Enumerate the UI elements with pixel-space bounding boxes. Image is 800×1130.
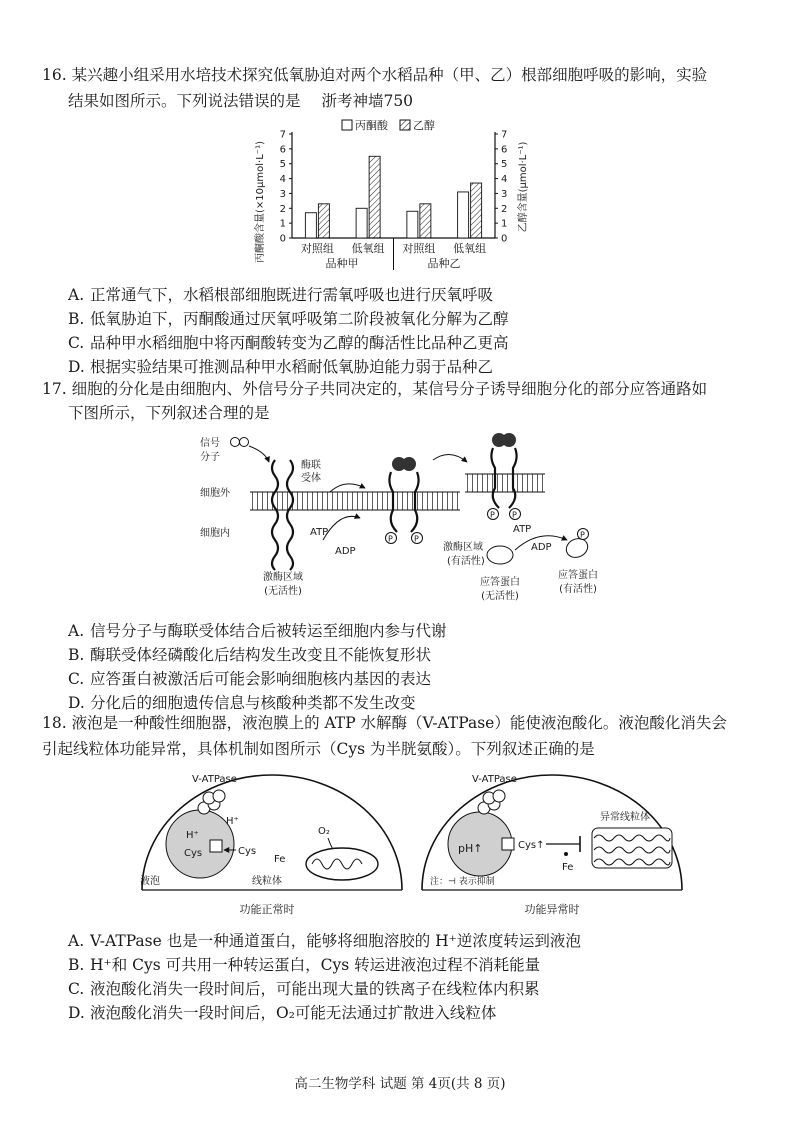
transporter-left xyxy=(210,840,222,852)
x-tick-label: 低氧组 xyxy=(453,242,487,255)
option-label: B. xyxy=(68,646,85,664)
option-label: A. xyxy=(68,932,85,950)
y-axis-label-left: 丙酮酸含量(×10μmol·L⁻¹) xyxy=(255,141,266,263)
option-label: C. xyxy=(68,980,85,998)
option-label: D. xyxy=(68,1004,85,1022)
mitochondria-abnormal xyxy=(592,828,672,868)
y-tick-label-right: 4 xyxy=(501,174,508,186)
legend-swatch-ethanol xyxy=(400,120,410,130)
step-arrow-1 xyxy=(330,484,365,492)
vacuole-left xyxy=(166,810,234,878)
x-tick-label: 对照组 xyxy=(300,242,334,255)
label-adp-2: ADP xyxy=(531,542,552,553)
option-text: H⁺和 Cys 可共用一种转运蛋白，Cys 转运进液泡过程不消耗能量 xyxy=(90,956,541,974)
q18-mechanism-diagram xyxy=(132,770,692,920)
caption-abnormal: 功能异常时 xyxy=(524,903,580,916)
bar-pyruvate-0 xyxy=(305,213,316,238)
option-label: C. xyxy=(68,670,85,688)
q18-stem-line1: 18. 液泡是一种酸性细胞器，液泡膜上的 ATP 水解酶（V-ATPase）能使液泡酸化。液泡酸化消失会 xyxy=(42,714,727,732)
response-protein-active xyxy=(563,535,591,561)
phosphate-label-4: P xyxy=(512,510,517,520)
step-arrow-2 xyxy=(433,454,467,462)
label-signal-2: 分子 xyxy=(200,452,220,463)
option-text: 液泡酸化消失一段时间后，可能出现大量的铁离子在线粒体内积累 xyxy=(90,980,540,998)
watermark-text: 浙考神墙750 xyxy=(321,92,414,110)
option-label: A. xyxy=(68,622,85,640)
label-receptor-1: 酶联 xyxy=(301,460,321,471)
label-kinase-inactive-1: 激酶区域 xyxy=(263,572,303,583)
q16-bar-chart xyxy=(250,112,540,280)
y-tick-label-left: 1 xyxy=(279,218,286,230)
y-tick-label-left: 6 xyxy=(279,144,286,156)
label-outside: 细胞外 xyxy=(200,488,230,499)
q17-stem-line1: 17. 细胞的分化是由细胞内、外信号分子共同决定的，某信号分子诱导细胞分化的部分应答通路如 xyxy=(42,380,708,398)
label-cys-up: Cys↑ xyxy=(518,840,545,851)
label-vatpase-right: V-ATPase xyxy=(472,774,517,785)
y-tick-label-right: 0 xyxy=(501,233,508,245)
label-kinase-active-1: 激酶区域 xyxy=(443,542,483,553)
label-adp-1: ADP xyxy=(335,546,356,557)
label-vatpase-left: V-ATPase xyxy=(192,774,237,785)
label-cys-in: Cys xyxy=(184,848,203,859)
cell-membrane-2 xyxy=(360,492,460,510)
bar-ethanol-0 xyxy=(318,204,329,238)
bar-ethanol-2 xyxy=(420,204,431,238)
y-ticks-right xyxy=(495,130,507,245)
q17-option-d xyxy=(68,692,416,714)
option-text: 应答蛋白被激活后可能会影响细胞核内基因的表达 xyxy=(90,670,432,688)
label-resp-inactive-2: (无活性) xyxy=(481,591,519,602)
signal-molecule xyxy=(231,438,249,447)
y-tick-label-right: 1 xyxy=(501,218,508,230)
q16-option-a xyxy=(68,284,493,306)
label-vacuole: 液泡 xyxy=(140,876,160,887)
label-atp-1: ATP xyxy=(310,527,329,538)
option-label: B. xyxy=(68,310,85,328)
legend-label-ethanol: 乙醇 xyxy=(413,119,435,132)
phosphate-label-3: P xyxy=(490,510,495,520)
group-label-jia: 品种甲 xyxy=(325,257,359,270)
q18-option-d xyxy=(68,1002,496,1024)
q16-option-b xyxy=(68,308,509,330)
caption-normal: 功能正常时 xyxy=(239,903,295,916)
phosphate-label-2: P xyxy=(414,534,419,544)
y-tick-label-left: 7 xyxy=(279,129,286,141)
option-label: B. xyxy=(68,956,85,974)
label-cys-out: Cys xyxy=(238,846,257,857)
q16-option-d xyxy=(68,356,493,378)
fe-dot xyxy=(564,852,568,856)
bar-ethanol-3 xyxy=(471,183,482,238)
option-text: 品种甲水稻细胞中将丙酮酸转变为乙醇的酶活性比品种乙更高 xyxy=(90,334,509,352)
receptor-inactive xyxy=(272,460,293,570)
y-tick-label-left: 2 xyxy=(279,203,286,215)
phosphate-label-5: P xyxy=(580,530,585,540)
legend-swatch-pyruvate xyxy=(342,120,352,130)
y-ticks-left xyxy=(280,130,292,245)
q17-option-a xyxy=(68,620,447,642)
label-inside: 细胞内 xyxy=(200,528,230,539)
y-tick-label-left: 4 xyxy=(279,174,286,186)
y-tick-label-right: 7 xyxy=(501,129,508,141)
q18-option-b xyxy=(68,954,540,976)
y-axis-label-right: 乙醇含量(μmol·L⁻¹) xyxy=(518,141,529,233)
label-fe-left: Fe xyxy=(274,854,286,865)
label-o2: O₂ xyxy=(318,826,330,837)
option-label: D. xyxy=(68,694,85,712)
cell-membrane-3 xyxy=(465,474,545,492)
bar-pyruvate-3 xyxy=(458,192,469,238)
q17-stem-line2: 下图所示，下列叙述合理的是 xyxy=(68,404,270,422)
label-abnormal-mito: 异常线粒体 xyxy=(600,812,650,823)
option-text: 正常通气下，水稻根部细胞既进行需氧呼吸也进行厌氧呼吸 xyxy=(90,286,494,304)
q18-stem-line2: 引起线粒体功能异常，具体机制如图所示（Cys 为半胱氨酸）。下列叙述正确的是 xyxy=(42,740,595,758)
x-tick-label: 对照组 xyxy=(402,242,436,255)
y-tick-label-right: 5 xyxy=(501,159,508,171)
label-kinase-inactive-2: (无活性) xyxy=(264,586,302,597)
label-atp-2: ATP xyxy=(513,524,532,535)
note-inhibition: 注：⊣ 表示抑制 xyxy=(430,877,495,887)
y-tick-label-right: 3 xyxy=(501,188,508,200)
q17-option-b xyxy=(68,644,431,666)
option-text: 液泡酸化消失一段时间后，O₂可能无法通过扩散进入线粒体 xyxy=(90,1004,497,1022)
option-label: A. xyxy=(68,286,85,304)
bar-pyruvate-2 xyxy=(407,211,418,238)
phosphate-label-1: P xyxy=(388,534,393,544)
label-resp-inactive-1: 应答蛋白 xyxy=(480,577,520,588)
option-text: 根据实验结果可推测品种甲水稻耐低氧胁迫能力弱于品种乙 xyxy=(90,358,494,376)
q18-option-c xyxy=(68,978,540,1000)
label-receptor-2: 受体 xyxy=(301,473,321,484)
label-resp-active-2: (有活性) xyxy=(559,584,597,595)
cell-membrane-1 xyxy=(250,492,360,510)
x-tick-label: 低氧组 xyxy=(351,242,385,255)
y-tick-label-left: 5 xyxy=(279,159,286,171)
label-signal-1: 信号 xyxy=(200,438,220,449)
option-text: 低氧胁迫下，丙酮酸通过厌氧呼吸第二阶段被氧化分解为乙醇 xyxy=(90,310,509,328)
y-tick-label-right: 2 xyxy=(501,203,508,215)
q18-option-a xyxy=(68,930,581,952)
label-fe-right: Fe xyxy=(562,862,574,873)
label-hplus-in: H⁺ xyxy=(186,830,199,841)
y-tick-label-right: 6 xyxy=(501,144,508,156)
option-label: D. xyxy=(68,358,85,376)
option-text: 分化后的细胞遗传信息与核酸种类都不发生改变 xyxy=(90,694,416,712)
q16-stem-line2 xyxy=(68,90,413,112)
label-hplus-out: H⁺ xyxy=(226,816,239,827)
page-footer: 高二生物学科 试题 第 4页(共 8 页) xyxy=(294,1076,506,1092)
group-label-yi: 品种乙 xyxy=(427,257,461,270)
q16-option-c xyxy=(68,332,509,354)
bar-ethanol-1 xyxy=(369,156,380,238)
q17-option-c xyxy=(68,668,431,690)
q16-stem-text: 结果如图所示。下列说法错误的是 xyxy=(68,92,301,110)
y-tick-label-left: 0 xyxy=(279,233,286,245)
y-tick-label-left: 3 xyxy=(279,188,286,200)
label-kinase-active-2: (有活性) xyxy=(447,556,485,567)
legend-label-pyruvate: 丙酮酸 xyxy=(355,119,388,132)
atp-arrow-1 xyxy=(323,516,360,540)
signal-arrow xyxy=(249,446,269,462)
label-resp-active-1: 应答蛋白 xyxy=(558,570,598,581)
response-protein-inactive xyxy=(487,546,513,564)
option-text: 酶联受体经磷酸化后结构发生改变且不能恢复形状 xyxy=(90,646,432,664)
mitochondrion-normal xyxy=(306,848,378,880)
option-text: V-ATPase 也是一种通道蛋白，能够将细胞溶胶的 H⁺逆浓度转运到液泡 xyxy=(90,932,581,950)
label-ph-up: pH↑ xyxy=(458,842,483,855)
q17-pathway-diagram xyxy=(195,430,615,606)
option-text: 信号分子与酶联受体结合后被转运至细胞内参与代谢 xyxy=(90,622,447,640)
option-label: C. xyxy=(68,334,85,352)
transporter-right xyxy=(502,838,514,850)
label-mito: 线粒体 xyxy=(252,876,282,887)
bars xyxy=(305,156,481,238)
q16-stem-line1: 16. 某兴趣小组采用水培技术探究低氧胁迫对两个水稻品种（甲、乙）根部细胞呼吸的影响，实验 xyxy=(42,66,708,84)
bar-pyruvate-1 xyxy=(356,208,367,238)
